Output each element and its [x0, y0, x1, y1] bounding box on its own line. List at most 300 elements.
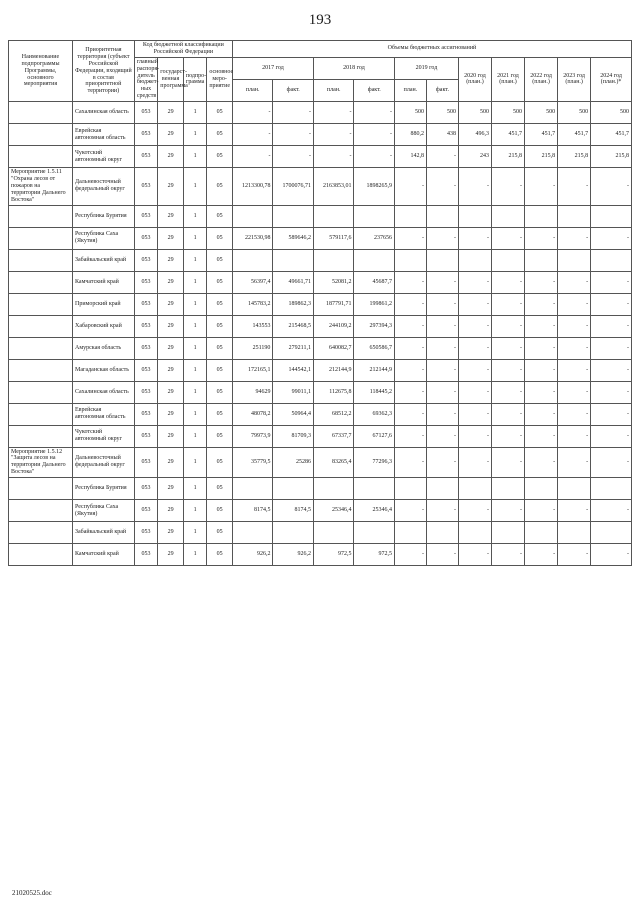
row-territory: Камчатский край: [72, 544, 134, 566]
cell-2023-plan: 451,7: [558, 124, 591, 146]
cell-2023-plan: -: [558, 271, 591, 293]
cell-2018-fact: -: [354, 102, 395, 124]
cell-2020-plan: 243: [458, 146, 491, 168]
header-2019-fact: факт.: [426, 79, 458, 101]
row-grbs-code: 053: [134, 478, 157, 500]
cell-2019-plan: 880,2: [394, 124, 426, 146]
row-gp-code: 29: [158, 544, 184, 566]
cell-2018-plan: 112675,8: [313, 381, 354, 403]
table-row: [9, 522, 632, 544]
row-pp-code: 1: [183, 447, 206, 478]
cell-2021-plan: -: [492, 447, 525, 478]
header-year-2018: 2018 год: [313, 57, 394, 79]
cell-2017-plan: 1213300,78: [232, 168, 273, 205]
row-program-name: Мероприятие 1.5.12 "Защита лесов на территории Дальнего Востока": [9, 447, 73, 478]
table-row: [9, 447, 632, 478]
header-year-2019: 2019 год: [394, 57, 458, 79]
cell-2017-plan: 172165,1: [232, 359, 273, 381]
cell-2018-fact: 650586,7: [354, 337, 395, 359]
table-row: [9, 500, 632, 522]
row-gp-code: 29: [158, 168, 184, 205]
row-om-code: 05: [207, 359, 233, 381]
cell-2022-plan: 215,8: [525, 146, 558, 168]
cell-2019-plan: [394, 522, 426, 544]
cell-2017-fact: 189862,3: [273, 293, 314, 315]
row-pp-code: 1: [183, 102, 206, 124]
row-gp-code: 29: [158, 337, 184, 359]
cell-2017-fact: -: [273, 124, 314, 146]
cell-2024-plan: -: [591, 168, 632, 205]
cell-2020-plan: -: [458, 500, 491, 522]
row-gp-code: 29: [158, 293, 184, 315]
table-row: [9, 271, 632, 293]
row-om-code: 05: [207, 522, 233, 544]
row-gp-code: 29: [158, 403, 184, 425]
cell-2024-plan: -: [591, 425, 632, 447]
cell-2023-plan: -: [558, 359, 591, 381]
row-gp-code: 29: [158, 359, 184, 381]
table-row: [9, 293, 632, 315]
row-om-code: 05: [207, 425, 233, 447]
row-pp-code: 1: [183, 522, 206, 544]
cell-2023-plan: -: [558, 168, 591, 205]
row-program-name: [9, 359, 73, 381]
cell-2022-plan: [525, 478, 558, 500]
cell-2021-plan: 500: [492, 102, 525, 124]
cell-2020-plan: [458, 522, 491, 544]
cell-2021-plan: -: [492, 403, 525, 425]
cell-2017-fact: 1700076,71: [273, 168, 314, 205]
cell-2018-fact: 77296,3: [354, 447, 395, 478]
row-pp-code: 1: [183, 337, 206, 359]
cell-2019-plan: -: [394, 227, 426, 249]
cell-2021-plan: -: [492, 271, 525, 293]
cell-2021-plan: -: [492, 544, 525, 566]
cell-2022-plan: -: [525, 293, 558, 315]
table-row: [9, 381, 632, 403]
cell-2018-plan: 67337,7: [313, 425, 354, 447]
cell-2024-plan: -: [591, 271, 632, 293]
cell-2018-fact: [354, 205, 395, 227]
row-territory: Еврейская автономная область: [72, 403, 134, 425]
header-2019-plan: план.: [394, 79, 426, 101]
header-year-2023: 2023 год (план.): [558, 57, 591, 101]
row-om-code: 05: [207, 293, 233, 315]
row-grbs-code: 053: [134, 337, 157, 359]
cell-2018-plan: -: [313, 102, 354, 124]
row-pp-code: 1: [183, 227, 206, 249]
cell-2018-plan: 83265,4: [313, 447, 354, 478]
cell-2019-fact: -: [426, 544, 458, 566]
row-territory: Хабаровский край: [72, 315, 134, 337]
header-2018-plan: план.: [313, 79, 354, 101]
row-program-name: [9, 227, 73, 249]
row-om-code: 05: [207, 500, 233, 522]
cell-2019-fact: 500: [426, 102, 458, 124]
row-gp-code: 29: [158, 315, 184, 337]
cell-2020-plan: -: [458, 447, 491, 478]
row-gp-code: 29: [158, 500, 184, 522]
cell-2023-plan: -: [558, 227, 591, 249]
cell-2021-plan: -: [492, 381, 525, 403]
header-program-name: Наименование подпрограммы Программы, основного мероприятия: [9, 41, 73, 102]
cell-2023-plan: -: [558, 425, 591, 447]
row-territory: Республика Бурятия: [72, 478, 134, 500]
table-row: [9, 403, 632, 425]
cell-2017-plan: [232, 522, 273, 544]
cell-2021-plan: -: [492, 315, 525, 337]
row-program-name: Мероприятие 1.5.11 "Охрана лесов от пожаров на территории Дальнего Востока": [9, 168, 73, 205]
cell-2019-fact: [426, 205, 458, 227]
cell-2022-plan: -: [525, 227, 558, 249]
cell-2017-fact: 25286: [273, 447, 314, 478]
header-year-2024: 2024 год (план.)*: [591, 57, 632, 101]
cell-2018-plan: 244109,2: [313, 315, 354, 337]
cell-2018-fact: 25346,4: [354, 500, 395, 522]
row-om-code: 05: [207, 447, 233, 478]
row-grbs-code: 053: [134, 102, 157, 124]
cell-2018-plan: 68512,2: [313, 403, 354, 425]
cell-2020-plan: [458, 205, 491, 227]
table-row: [9, 168, 632, 205]
row-pp-code: 1: [183, 381, 206, 403]
row-program-name: [9, 544, 73, 566]
cell-2019-plan: -: [394, 381, 426, 403]
cell-2017-plan: -: [232, 102, 273, 124]
header-year-2022: 2022 год (план.): [525, 57, 558, 101]
cell-2023-plan: 215,8: [558, 146, 591, 168]
cell-2019-plan: -: [394, 544, 426, 566]
cell-2021-plan: -: [492, 227, 525, 249]
cell-2022-plan: -: [525, 403, 558, 425]
header-gp: государст- венная программа: [158, 57, 184, 101]
cell-2017-fact: 81709,3: [273, 425, 314, 447]
row-territory: Чукотский автономный округ: [72, 146, 134, 168]
row-program-name: [9, 381, 73, 403]
row-territory: Сахалинская область: [72, 381, 134, 403]
table-row: [9, 425, 632, 447]
cell-2024-plan: -: [591, 381, 632, 403]
cell-2017-plan: [232, 249, 273, 271]
row-grbs-code: 053: [134, 500, 157, 522]
row-om-code: 05: [207, 168, 233, 205]
header-grbs: главный распоря- дитель бюджет- ных средств: [134, 57, 157, 101]
row-grbs-code: 053: [134, 227, 157, 249]
cell-2019-plan: [394, 205, 426, 227]
row-pp-code: 1: [183, 359, 206, 381]
row-pp-code: 1: [183, 271, 206, 293]
cell-2019-plan: -: [394, 447, 426, 478]
cell-2017-fact: 99011,1: [273, 381, 314, 403]
row-program-name: [9, 522, 73, 544]
cell-2023-plan: -: [558, 337, 591, 359]
cell-2018-fact: 67127,6: [354, 425, 395, 447]
cell-2021-plan: -: [492, 337, 525, 359]
table-row: [9, 124, 632, 146]
table-row: [9, 102, 632, 124]
cell-2019-fact: -: [426, 168, 458, 205]
row-gp-code: 29: [158, 381, 184, 403]
cell-2017-fact: -: [273, 146, 314, 168]
cell-2022-plan: 500: [525, 102, 558, 124]
cell-2017-plan: 145783,2: [232, 293, 273, 315]
cell-2021-plan: 451,7: [492, 124, 525, 146]
cell-2021-plan: [492, 522, 525, 544]
footer-filename: 21020525.doc: [12, 889, 52, 897]
cell-2020-plan: -: [458, 381, 491, 403]
cell-2024-plan: -: [591, 315, 632, 337]
row-territory: Магаданская область: [72, 359, 134, 381]
cell-2019-plan: 142,8: [394, 146, 426, 168]
cell-2024-plan: -: [591, 403, 632, 425]
cell-2017-plan: 251190: [232, 337, 273, 359]
cell-2017-plan: 221530,98: [232, 227, 273, 249]
cell-2020-plan: -: [458, 359, 491, 381]
cell-2017-fact: 589646,2: [273, 227, 314, 249]
row-om-code: 05: [207, 227, 233, 249]
row-pp-code: 1: [183, 425, 206, 447]
row-pp-code: 1: [183, 500, 206, 522]
cell-2017-fact: 215468,5: [273, 315, 314, 337]
cell-2021-plan: -: [492, 425, 525, 447]
row-program-name: [9, 337, 73, 359]
cell-2018-fact: [354, 249, 395, 271]
cell-2017-fact: 49661,71: [273, 271, 314, 293]
row-grbs-code: 053: [134, 146, 157, 168]
row-om-code: 05: [207, 271, 233, 293]
cell-2023-plan: [558, 478, 591, 500]
row-program-name: [9, 205, 73, 227]
cell-2020-plan: -: [458, 168, 491, 205]
header-2018-fact: факт.: [354, 79, 395, 101]
cell-2019-fact: -: [426, 359, 458, 381]
cell-2022-plan: -: [525, 315, 558, 337]
row-gp-code: 29: [158, 271, 184, 293]
row-grbs-code: 053: [134, 447, 157, 478]
cell-2022-plan: [525, 249, 558, 271]
row-grbs-code: 053: [134, 249, 157, 271]
row-gp-code: 29: [158, 102, 184, 124]
cell-2020-plan: -: [458, 227, 491, 249]
cell-2023-plan: -: [558, 544, 591, 566]
cell-2017-plan: 8174,5: [232, 500, 273, 522]
cell-2024-plan: [591, 478, 632, 500]
cell-2019-plan: -: [394, 425, 426, 447]
cell-2022-plan: -: [525, 271, 558, 293]
cell-2017-fact: [273, 249, 314, 271]
table-row: [9, 227, 632, 249]
cell-2017-fact: 50964,4: [273, 403, 314, 425]
row-grbs-code: 053: [134, 544, 157, 566]
cell-2024-plan: -: [591, 447, 632, 478]
row-pp-code: 1: [183, 478, 206, 500]
cell-2020-plan: -: [458, 544, 491, 566]
header-om: основное меро- приятие: [207, 57, 233, 101]
row-territory: Чукотский автономный округ: [72, 425, 134, 447]
table-row: [9, 337, 632, 359]
cell-2019-plan: -: [394, 500, 426, 522]
row-gp-code: 29: [158, 522, 184, 544]
table-row: [9, 315, 632, 337]
cell-2018-fact: 1898265,9: [354, 168, 395, 205]
cell-2020-plan: [458, 249, 491, 271]
cell-2019-fact: [426, 478, 458, 500]
header-volume-group: Объемы бюджетных ассигнований: [232, 41, 631, 58]
cell-2024-plan: -: [591, 500, 632, 522]
cell-2018-plan: -: [313, 124, 354, 146]
row-territory: Сахалинская область: [72, 102, 134, 124]
cell-2018-plan: 187791,71: [313, 293, 354, 315]
cell-2023-plan: -: [558, 500, 591, 522]
cell-2018-plan: 25346,4: [313, 500, 354, 522]
cell-2022-plan: [525, 205, 558, 227]
cell-2017-plan: 926,2: [232, 544, 273, 566]
cell-2018-fact: 118445,2: [354, 381, 395, 403]
cell-2024-plan: [591, 522, 632, 544]
cell-2020-plan: -: [458, 315, 491, 337]
row-om-code: 05: [207, 249, 233, 271]
cell-2023-plan: -: [558, 315, 591, 337]
cell-2019-plan: -: [394, 293, 426, 315]
row-program-name: [9, 403, 73, 425]
cell-2019-fact: [426, 249, 458, 271]
cell-2017-fact: [273, 478, 314, 500]
cell-2022-plan: -: [525, 425, 558, 447]
row-gp-code: 29: [158, 146, 184, 168]
cell-2017-fact: 144542,1: [273, 359, 314, 381]
row-program-name: [9, 425, 73, 447]
cell-2022-plan: -: [525, 544, 558, 566]
row-gp-code: 29: [158, 447, 184, 478]
table-row: [9, 205, 632, 227]
cell-2018-fact: [354, 478, 395, 500]
cell-2017-fact: 8174,5: [273, 500, 314, 522]
row-gp-code: 29: [158, 478, 184, 500]
table-row: [9, 146, 632, 168]
table-row: [9, 359, 632, 381]
cell-2018-plan: -: [313, 146, 354, 168]
row-om-code: 05: [207, 146, 233, 168]
cell-2022-plan: -: [525, 359, 558, 381]
cell-2019-fact: -: [426, 315, 458, 337]
cell-2020-plan: [458, 478, 491, 500]
header-year-2021: 2021 год (план.): [492, 57, 525, 101]
row-pp-code: 1: [183, 124, 206, 146]
cell-2017-plan: 143553: [232, 315, 273, 337]
cell-2021-plan: [492, 478, 525, 500]
cell-2024-plan: 215,8: [591, 146, 632, 168]
table-row: [9, 544, 632, 566]
cell-2018-fact: 69362,3: [354, 403, 395, 425]
cell-2024-plan: 451,7: [591, 124, 632, 146]
row-program-name: [9, 315, 73, 337]
header-year-2020: 2020 год (план.): [458, 57, 491, 101]
row-pp-code: 1: [183, 315, 206, 337]
row-program-name: [9, 271, 73, 293]
row-program-name: [9, 249, 73, 271]
cell-2017-plan: 94629: [232, 381, 273, 403]
cell-2019-fact: 438: [426, 124, 458, 146]
table-row: [9, 478, 632, 500]
cell-2019-fact: -: [426, 293, 458, 315]
cell-2020-plan: -: [458, 425, 491, 447]
row-program-name: [9, 146, 73, 168]
row-grbs-code: 053: [134, 293, 157, 315]
cell-2019-plan: -: [394, 337, 426, 359]
cell-2017-plan: 79973,9: [232, 425, 273, 447]
table-row: [9, 249, 632, 271]
row-gp-code: 29: [158, 227, 184, 249]
cell-2018-plan: [313, 205, 354, 227]
cell-2019-fact: -: [426, 227, 458, 249]
cell-2023-plan: -: [558, 403, 591, 425]
cell-2018-plan: 579117,6: [313, 227, 354, 249]
row-program-name: [9, 293, 73, 315]
row-pp-code: 1: [183, 205, 206, 227]
cell-2020-plan: -: [458, 293, 491, 315]
cell-2019-fact: -: [426, 381, 458, 403]
cell-2018-fact: 972,5: [354, 544, 395, 566]
cell-2019-plan: -: [394, 359, 426, 381]
cell-2024-plan: -: [591, 227, 632, 249]
row-territory: Приморский край: [72, 293, 134, 315]
cell-2018-plan: 2163853,01: [313, 168, 354, 205]
cell-2018-fact: -: [354, 124, 395, 146]
row-om-code: 05: [207, 315, 233, 337]
cell-2022-plan: [525, 522, 558, 544]
row-grbs-code: 053: [134, 168, 157, 205]
row-territory: Еврейская автономная область: [72, 124, 134, 146]
cell-2017-fact: -: [273, 102, 314, 124]
cell-2022-plan: -: [525, 337, 558, 359]
cell-2018-fact: 199861,2: [354, 293, 395, 315]
cell-2021-plan: -: [492, 359, 525, 381]
row-pp-code: 1: [183, 293, 206, 315]
cell-2018-fact: 237656: [354, 227, 395, 249]
cell-2023-plan: -: [558, 447, 591, 478]
cell-2019-fact: -: [426, 146, 458, 168]
cell-2024-plan: 500: [591, 102, 632, 124]
row-territory: Республика Саха (Якутия): [72, 500, 134, 522]
cell-2024-plan: [591, 249, 632, 271]
header-2017-plan: план.: [232, 79, 273, 101]
row-om-code: 05: [207, 381, 233, 403]
budget-table-body: [9, 102, 632, 566]
row-territory: Амурская область: [72, 337, 134, 359]
cell-2019-plan: -: [394, 315, 426, 337]
cell-2021-plan: -: [492, 168, 525, 205]
row-om-code: 05: [207, 478, 233, 500]
cell-2018-plan: [313, 249, 354, 271]
cell-2019-fact: [426, 522, 458, 544]
row-grbs-code: 053: [134, 271, 157, 293]
cell-2018-plan: 972,5: [313, 544, 354, 566]
row-territory: Республика Бурятия: [72, 205, 134, 227]
header-pp: подпро- грамма: [183, 57, 206, 101]
cell-2024-plan: -: [591, 359, 632, 381]
cell-2021-plan: [492, 205, 525, 227]
cell-2020-plan: 500: [458, 102, 491, 124]
cell-2018-plan: 640082,7: [313, 337, 354, 359]
row-om-code: 05: [207, 205, 233, 227]
cell-2019-fact: -: [426, 271, 458, 293]
cell-2018-plan: 212144,9: [313, 359, 354, 381]
budget-table-frame: [8, 40, 632, 566]
cell-2017-plan: 48078,2: [232, 403, 273, 425]
row-grbs-code: 053: [134, 124, 157, 146]
row-om-code: 05: [207, 337, 233, 359]
row-pp-code: 1: [183, 168, 206, 205]
